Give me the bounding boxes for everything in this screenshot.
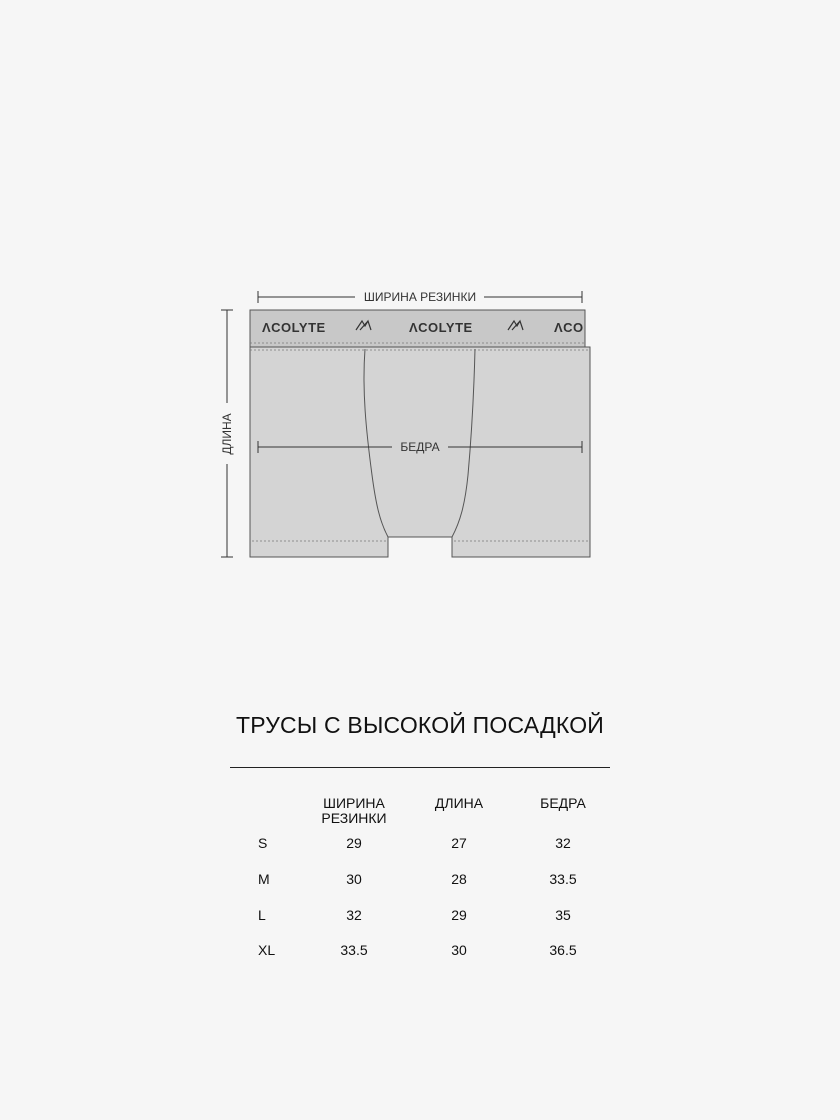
- length-label: ДЛИНА: [220, 413, 234, 455]
- waistband-value: 29: [346, 835, 362, 851]
- hips-value: 36.5: [549, 942, 577, 958]
- length-value: 29: [451, 907, 467, 923]
- waistband-brand-3: ΛCO: [554, 320, 584, 335]
- length-value: 27: [451, 835, 467, 851]
- hips-value: 35: [555, 907, 571, 923]
- waistband-brand-1: ΛCOLYTE: [262, 320, 326, 335]
- size-label: XL: [258, 942, 276, 958]
- header-waistband-line2: РЕЗИНКИ: [321, 810, 387, 826]
- header-length: ДЛИНА: [434, 795, 484, 811]
- size-label: S: [258, 835, 268, 851]
- header-hips: БЕДРА: [540, 795, 586, 811]
- length-value: 28: [451, 871, 467, 887]
- size-label: L: [258, 907, 266, 923]
- hips-value: 33.5: [549, 871, 577, 887]
- waistband-value: 33.5: [340, 942, 368, 958]
- waistband-value: 30: [346, 871, 362, 887]
- header-waistband-line1: ШИРИНА: [323, 795, 385, 811]
- waistband-value: 32: [346, 907, 362, 923]
- page-title: ТРУСЫ С ВЫСОКОЙ ПОСАДКОЙ: [235, 712, 605, 738]
- hips-value: 32: [555, 835, 571, 851]
- length-value: 30: [451, 942, 467, 958]
- waistband-width-label: ШИРИНА РЕЗИНКИ: [363, 290, 477, 304]
- hips-label: БЕДРА: [400, 440, 440, 454]
- waistband-brand-2: ΛCOLYTE: [409, 320, 473, 335]
- size-label: M: [258, 871, 270, 887]
- header-waistband: [294, 796, 414, 826]
